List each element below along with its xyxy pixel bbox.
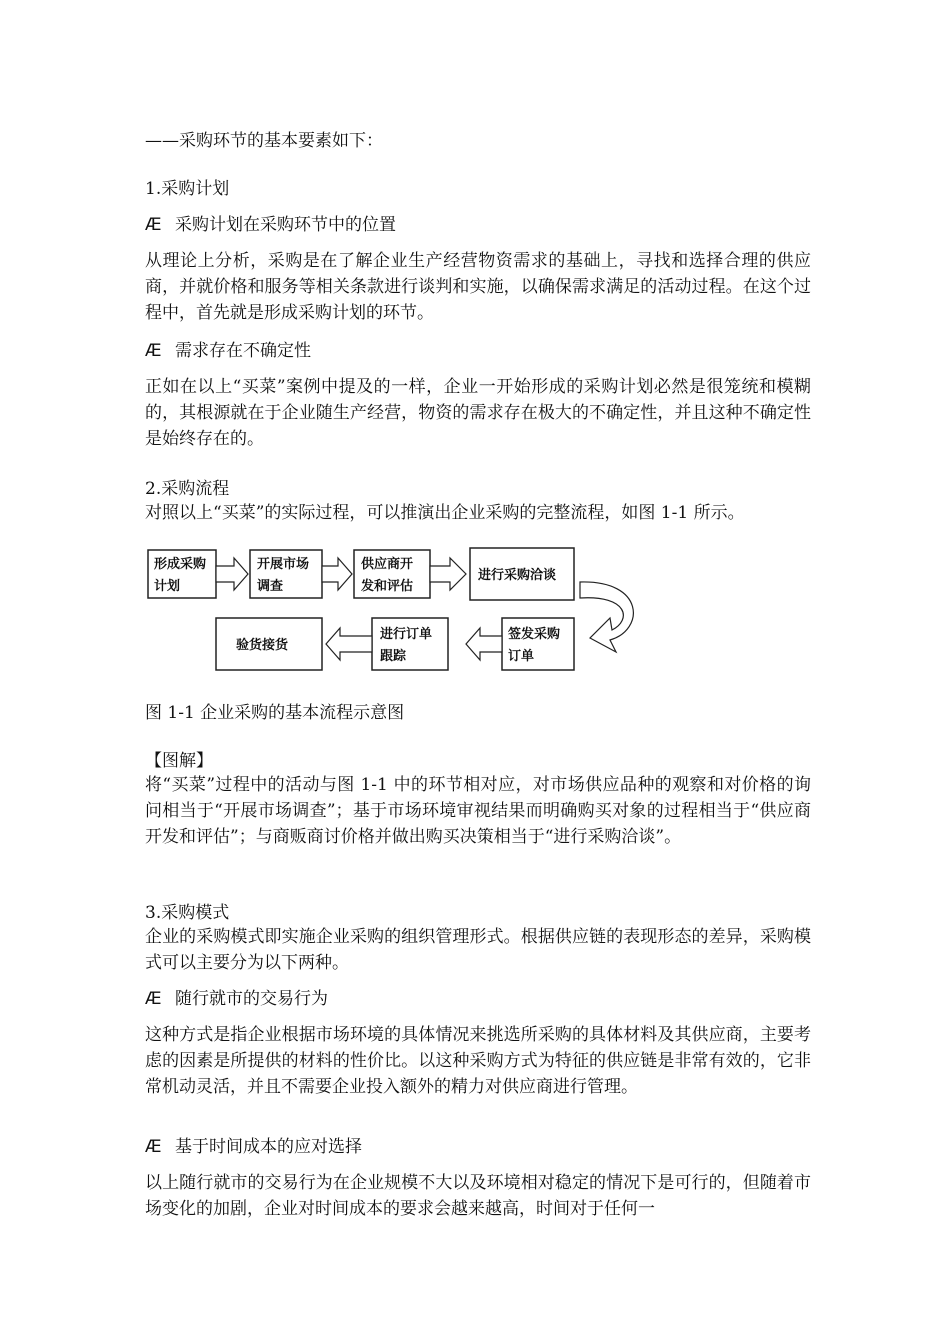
flow-curved-arrow — [580, 582, 633, 652]
section-1-heading: 1.采购计划 — [145, 179, 230, 199]
bullet-mark: Æ — [145, 341, 162, 361]
paragraph: 对照以上“买菜”的实际过程，可以推演出企业采购的完整流程，如图 1-1 所示。 — [145, 503, 745, 523]
bullet-mark: Æ — [145, 1137, 162, 1157]
figure-caption: 图 1-1 企业采购的基本流程示意图 — [145, 703, 405, 723]
flow-step5-line1: 签发采购 — [508, 627, 561, 642]
flow-arrow-left — [326, 628, 372, 660]
bullet-mark: Æ — [145, 215, 162, 235]
explain-heading: 【图解】 — [145, 751, 213, 771]
bullet-item — [145, 986, 328, 1012]
paragraph: 将“买菜”过程中的活动与图 1-1 中的环节相对应，对市场供应品种的观察和对价格的询问相当于“开展市场调查”；基于市场环境审视结果而明确购买对象的过程相当于“供应商开发和评估”；与商贩商讨价格并做出购买决策相当于“进行采购洽谈”。 — [145, 775, 811, 847]
bullet-text: 需求存在不确定性 — [175, 341, 311, 361]
section-3-heading: 3.采购模式 — [145, 903, 230, 923]
bullet-item — [145, 1134, 362, 1160]
paragraph: 企业的采购模式即实施企业采购的组织管理形式。根据供应链的表现形态的差异，采购模式可以主要分为以下两种。 — [145, 927, 811, 973]
paragraph: 正如在以上“买菜”案例中提及的一样，企业一开始形成的采购计划必然是很笼统和模糊的，其根源就在于企业随生产经营，物资的需求存在极大的不确定性，并且这种不确定性是始终存在的。 — [145, 377, 811, 449]
flow-arrow-right — [322, 558, 352, 590]
flow-arrow-left — [466, 628, 502, 660]
bullet-item — [145, 212, 396, 238]
flow-step6-line1: 进行订单 — [380, 627, 433, 642]
flow-step1-line2: 计划 — [154, 579, 181, 594]
bullet-text: 基于时间成本的应对选择 — [175, 1137, 362, 1157]
flow-arrow-right — [430, 558, 466, 590]
flow-step5-line2: 订单 — [508, 649, 535, 664]
section-2-heading: 2.采购流程 — [145, 479, 230, 499]
procurement-flowchart — [140, 540, 640, 680]
flow-step2-line1: 开展市场 — [257, 557, 310, 572]
paragraph: 这种方式是指企业根据市场环境的具体情况来挑选所采购的具体材料及其供应商，主要考虑的因素是所提供的材料的性价比。以这种采购方式为特征的供应链是非常有效的，它非常机动灵活，并且不需要企业投入额外的精力对供应商进行管理。 — [145, 1025, 811, 1097]
flow-step6-line2: 跟踪 — [380, 649, 407, 664]
bullet-text: 采购计划在采购环节中的位置 — [175, 215, 396, 235]
bullet-mark: Æ — [145, 989, 162, 1009]
bullet-item — [145, 338, 311, 364]
flow-step2-line2: 调查 — [257, 579, 284, 594]
bullet-text: 随行就市的交易行为 — [175, 989, 328, 1009]
flow-arrow-right — [216, 558, 248, 590]
paragraph: 以上随行就市的交易行为在企业规模不大以及环境相对稳定的情况下是可行的，但随着市场变化的加剧，企业对时间成本的要求会越来越高，时间对于任何一 — [145, 1173, 811, 1219]
intro-line: ——采购环节的基本要素如下： — [145, 131, 383, 151]
flow-step7-label: 验货接货 — [236, 638, 289, 653]
flow-step3-line2: 发和评估 — [361, 579, 414, 594]
flow-step4-label: 进行采购洽谈 — [478, 568, 557, 583]
flow-step3-line1: 供应商开 — [361, 557, 414, 572]
paragraph: 从理论上分析，采购是在了解企业生产经营物资需求的基础上，寻找和选择合理的供应商，并就价格和服务等相关条款进行谈判和实施，以确保需求满足的活动过程。在这个过程中，首先就是形成采购计划的环节。 — [145, 251, 811, 323]
flow-step1-line1: 形成采购 — [154, 557, 207, 572]
